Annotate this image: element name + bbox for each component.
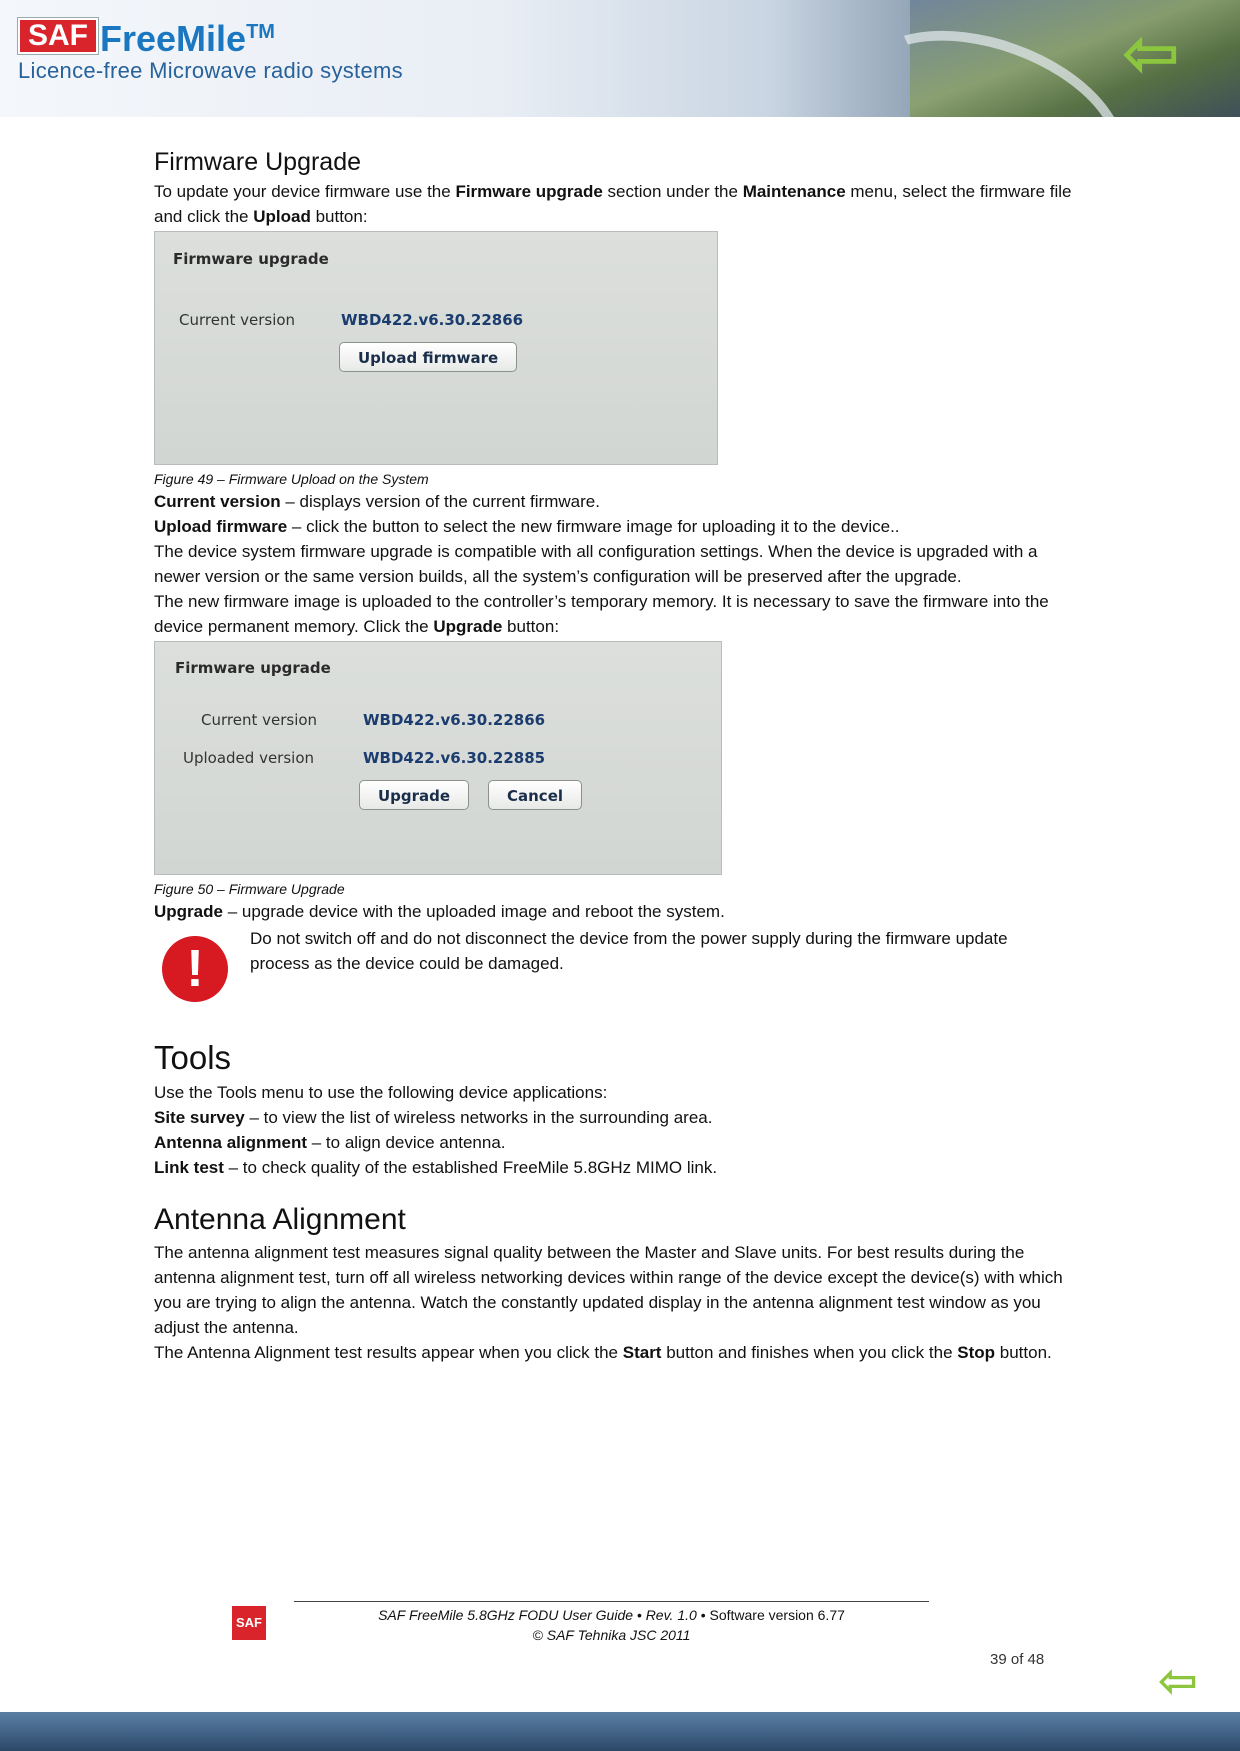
- save-firmware-paragraph: [154, 589, 1054, 639]
- save-bold-upgrade: Upgrade: [433, 617, 503, 636]
- cancel-button[interactable]: Cancel: [488, 780, 582, 810]
- upgrade-desc: – upgrade device with the uploaded image and reboot the system.: [222, 902, 725, 921]
- firmware-upload-panel: [154, 231, 718, 465]
- antenna-bold-stop: Stop: [957, 1343, 996, 1362]
- intro-text-4: button:: [310, 207, 368, 226]
- upgrade-definition: [154, 899, 1084, 924]
- footer-software-version: Software version 6.77: [709, 1607, 845, 1623]
- upgrade-term: Upgrade: [154, 902, 223, 921]
- current-version-desc: – displays version of the current firmware.: [280, 492, 600, 511]
- tools-item-link-test: [154, 1155, 1084, 1180]
- footer-back-arrow-icon[interactable]: ⇦: [1157, 1655, 1198, 1708]
- save-text-1: The new firmware image is uploaded to the controller’s temporary memory. It is necessary to save the firmware into the device permanent memory. Click the: [154, 592, 1049, 636]
- tools-item-desc: – to align device antenna.: [307, 1133, 506, 1152]
- antenna-text-3: button.: [995, 1343, 1052, 1362]
- footer-guide: SAF FreeMile 5.8GHz FODU User Guide • Rev. 1.0 •: [378, 1607, 710, 1623]
- save-text-2: button:: [502, 617, 560, 636]
- warning-text: Do not switch off and do not disconnect the device from the power supply during the firmware update process as the device could be damaged.: [250, 929, 1008, 973]
- tools-item-term: Link test: [154, 1158, 224, 1177]
- current-version-value: WBD422.v6.30.22866: [363, 711, 546, 729]
- panel-title: Firmware upgrade: [173, 250, 329, 268]
- tools-item-term: Antenna alignment: [154, 1133, 308, 1152]
- firmware-upgrade-heading: Firmware Upgrade: [154, 148, 362, 176]
- tools-item-desc: – to view the list of wireless networks in the surrounding area.: [244, 1108, 713, 1127]
- footer-divider: [294, 1601, 929, 1602]
- saf-logo: SAF: [18, 18, 98, 54]
- current-version-label: Current version: [179, 311, 296, 329]
- footer-text: [294, 1605, 929, 1645]
- intro-text-1: To update your device firmware use the: [154, 182, 456, 201]
- antenna-alignment-paragraph-1: The antenna alignment test measures signal quality between the Master and Slave units. For best results during the antenna alignment test, turn off all wireless networking devices within range of the device except the device(s) with which you are trying to align the antenna. Watch the constantly updated display in the antenna alignment test window as you adjust the antenna.: [154, 1243, 1063, 1337]
- tools-item-antenna-alignment: [154, 1130, 1084, 1155]
- footer-band: [0, 1712, 1240, 1751]
- freemile-logo: [100, 10, 275, 61]
- current-version-term: Current version: [154, 492, 281, 511]
- uploaded-version-label: Uploaded version: [183, 749, 315, 767]
- tagline: Licence-free Microwave radio systems: [18, 58, 403, 83]
- freemile-logo-text: FreeMile: [100, 18, 247, 59]
- figure-50-caption: Figure 50 – Firmware Upgrade: [154, 881, 345, 897]
- current-version-definition: [154, 489, 1084, 514]
- page-number: 39 of 48: [990, 1651, 1045, 1668]
- header-banner: [0, 0, 1240, 117]
- firmware-upgrade-panel: [154, 641, 722, 875]
- antenna-text-2: button and finishes when you click the: [661, 1343, 958, 1362]
- uploaded-version-value: WBD422.v6.30.22885: [363, 749, 546, 767]
- trademark-mark: TM: [246, 21, 275, 43]
- upload-firmware-definition: [154, 514, 1084, 539]
- upgrade-button[interactable]: Upgrade: [359, 780, 469, 810]
- footer-guide-line: [294, 1605, 929, 1625]
- upload-firmware-term: Upload firmware: [154, 517, 288, 536]
- compatibility-paragraph: The device system firmware upgrade is compatible with all configuration settings. When the device is upgraded with a newer version or the same version builds, all the system’s configuration will be preserved after the upgrade.: [154, 542, 1038, 586]
- tools-intro: Use the Tools menu to use the following device applications:: [154, 1083, 608, 1102]
- page-content: [154, 145, 1084, 1365]
- antenna-text-1: The Antenna Alignment test results appear when you click the: [154, 1343, 623, 1362]
- intro-bold-firmware-upgrade: Firmware upgrade: [455, 182, 603, 201]
- footer-copyright: © SAF Tehnika JSC 2011: [532, 1627, 691, 1643]
- firmware-intro: [154, 179, 1084, 229]
- tools-heading: Tools: [154, 1039, 232, 1076]
- tools-item-term: Site survey: [154, 1108, 245, 1127]
- panel-title: Firmware upgrade: [175, 659, 331, 677]
- intro-bold-upload: Upload: [253, 207, 311, 226]
- back-arrow-icon[interactable]: ⇦: [1121, 14, 1180, 92]
- antenna-bold-start: Start: [622, 1343, 662, 1362]
- footer-saf-logo: SAF: [232, 1606, 266, 1640]
- upload-firmware-button[interactable]: Upload firmware: [339, 342, 517, 372]
- intro-bold-maintenance: Maintenance: [742, 182, 846, 201]
- warning-note: [154, 926, 1084, 1002]
- upload-firmware-desc: – click the button to select the new firmware image for uploading it to the device..: [287, 517, 900, 536]
- antenna-alignment-heading: Antenna Alignment: [154, 1203, 406, 1236]
- tools-item-site-survey: [154, 1105, 1084, 1130]
- figure-49-caption: Figure 49 – Firmware Upload on the System: [154, 471, 429, 487]
- current-version-value: WBD422.v6.30.22866: [341, 311, 524, 329]
- warning-exclamation-icon: !: [162, 936, 228, 1002]
- intro-text-3: menu, select the firmware file and click the: [154, 182, 1072, 226]
- antenna-alignment-paragraph-2: [154, 1340, 1079, 1365]
- current-version-label: Current version: [201, 711, 318, 729]
- tools-item-desc: – to check quality of the established FreeMile 5.8GHz MIMO link.: [223, 1158, 718, 1177]
- intro-text-2: section under the: [602, 182, 743, 201]
